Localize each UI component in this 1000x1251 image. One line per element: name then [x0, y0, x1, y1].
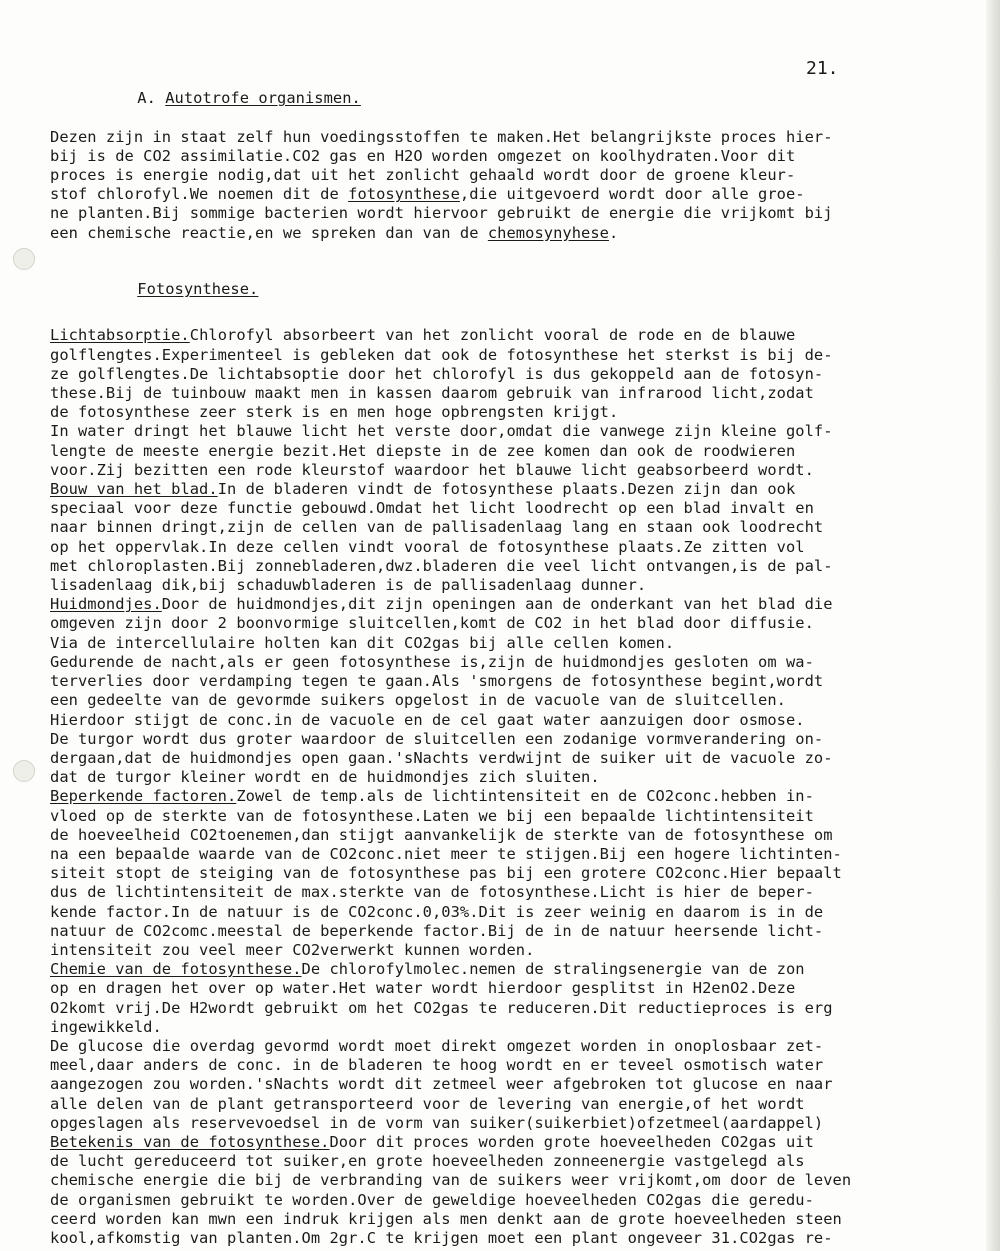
text-line: ingewikkeld. [50, 1017, 162, 1036]
key-term: chemosynyhese [487, 223, 609, 242]
text-line: De glucose die overdag gevormd wordt moet direkt omgezet worden in onoplosbaar zet- [50, 1036, 824, 1055]
text-line: ze golflengtes.De lichtabsoptie door het chlorofyl is dus gekoppeld aan de fotosyn- [50, 364, 824, 383]
text-line: Gedurende de nacht,als er geen fotosynthese is,zijn de huidmondjes gesloten om wa- [50, 652, 814, 671]
text-line: een gedeelte van de gevormde suikers opgelost in de vacuole van de sluitcellen. [50, 691, 786, 710]
document-body [50, 70, 930, 1248]
text-line: meel,daar anders de conc. in de bladeren te hoog wordt en er teveel osmotisch water [50, 1056, 824, 1075]
text-line: Betekenis van de fotosynthese.Door dit proces worden grote hoeveelheden CO2gas uit [50, 1132, 814, 1151]
text-line: these.Bij de tuinbouw maakt men in kassen daarom gebruik van infrarood licht,zodat [50, 384, 814, 403]
key-term: fotosynthese [348, 185, 460, 204]
text-line: De turgor wordt dus groter waardoor de sluitcellen een zodanige vormverandering on- [50, 729, 824, 748]
text-line: bij is de CO2 assimilatie.CO2 gas en H2O worden omgezet on koolhydraten.Voor dit [50, 146, 796, 165]
text-line: intensiteit zou veel meer CO2verwerkt kunnen worden. [50, 940, 535, 959]
section-heading: Chemie van de fotosynthese. [50, 960, 302, 979]
section-title-text: A. Autotrofe organismen. [137, 89, 361, 108]
section-heading: Betekenis van de fotosynthese. [50, 1132, 330, 1151]
main-text [50, 326, 930, 1248]
subtitle-text: Fotosynthese. [137, 280, 259, 299]
text-line: op het oppervlak.In deze cellen vindt vooral de fotosynthese plaats.Ze zitten vol [50, 537, 805, 556]
paper-edge-shadow [986, 0, 1000, 1251]
text-line: voor.Zij bezitten een rode kleurstof waardoor het blauwe licht geabsorbeerd wordt. [50, 460, 814, 479]
text-line: Dezen zijn in staat zelf hun voedingsstoffen te maken.Het belangrijkste proces hier- [50, 127, 833, 146]
text-line: stof chlorofyl.We noemen dit de fotosynthese,die uitgevoerd wordt door alle groe- [50, 185, 805, 204]
text-line: Hierdoor stijgt de conc.in de vacuole en de cel gaat water aanzuigen door osmose. [50, 710, 805, 729]
text-line: kende factor.In de natuur is de CO2conc.0,03%.Dit is zeer weinig en daarom is in de [50, 902, 824, 921]
punch-hole-bottom [13, 760, 35, 782]
section-heading: Huidmondjes. [50, 595, 162, 614]
text-line: Bouw van het blad.In de bladeren vindt de fotosynthese plaats.Dezen zijn dan ook [50, 480, 796, 499]
text-line: O2komt vrij.De H2wordt gebruikt om het CO2gas te reduceren.Dit reductieproces is erg [50, 998, 833, 1017]
text-line: alle delen van de plant getransporteerd voor de levering van energie,of het wordt [50, 1094, 805, 1113]
text-line: lisadenlaag dik,bij schaduwbladeren is de pallisadenlaag dunner. [50, 576, 647, 595]
intro-paragraph [50, 128, 930, 243]
page-number: 21. [806, 58, 839, 79]
text-line: naar binnen dringt,zijn de cellen van de pallisadenlaag lang en staan ook loodrecht [50, 518, 824, 537]
text-line: de fotosynthese zeer sterk is en men hoge opbrengsten krijgt. [50, 403, 619, 422]
text-line: omgeven zijn door 2 boonvormige sluitcellen,komt de CO2 in het blad door diffusie. [50, 614, 814, 633]
text-line: golflengtes.Experimenteel is gebleken dat ook de fotosynthese het sterkst is bij de- [50, 345, 833, 364]
text-line: proces is energie nodig,dat uit het zonlicht gehaald wordt door de groene kleur- [50, 166, 796, 185]
text-line: ceerd worden kan mwn een indruk krijgen als men denkt aan de grote hoeveelheden steen [50, 1209, 842, 1228]
text-line: met chloroplasten.Bij zonnebladeren,dwz.bladeren die veel licht ontvangen,is de pal- [50, 556, 833, 575]
text-line: een chemische reactie,en we spreken dan van de chemosynyhese. [50, 223, 619, 242]
section-title [50, 70, 930, 128]
text-line: de hoeveelheid CO2toenemen,dan stijgt aanvankelijk de sterkte van de fotosynthese om [50, 825, 833, 844]
text-line: Chemie van de fotosynthese.De chlorofylmolec.nemen de stralingsenergie van de zon [50, 960, 805, 979]
text-line: na een bepaalde waarde van de CO2conc.niet meer te stijgen.Bij een hogere lichtinten- [50, 844, 842, 863]
text-line: Beperkende factoren.Zowel de temp.als de lichtintensiteit en de CO2conc.hebben in- [50, 787, 814, 806]
text-line: aangezogen zou worden.'sNachts wordt dit zetmeel weer afgebroken tot glucose en naar [50, 1075, 833, 1094]
text-line: kool,afkomstig van planten.Om 2gr.C te krijgen moet een plant ongeveer 31.CO2gas re- [50, 1228, 833, 1247]
text-line: chemische energie die bij de verbranding van de suikers weer vrijkomt,om door de leven [50, 1171, 852, 1190]
text-line: Lichtabsorptie.Chlorofyl absorbeert van het zonlicht vooral de rode en de blauwe [50, 326, 796, 345]
subtitle [50, 261, 930, 319]
text-line: Via de intercellulaire holten kan dit CO2gas bij alle cellen komen. [50, 633, 675, 652]
text-line: vloed op de sterkte van de fotosynthese.Laten we bij een bepaalde lichtintensiteit [50, 806, 814, 825]
text-line: de organismen gebruikt te worden.Over de geweldige hoeveelheden CO2gas die geredu- [50, 1190, 814, 1209]
section-heading: Lichtabsorptie. [50, 326, 190, 345]
punch-hole-top [13, 248, 35, 270]
text-line: ne planten.Bij sommige bacterien wordt hiervoor gebruikt de energie die vrijkomt bij [50, 204, 833, 223]
text-line: dat de turgor kleiner wordt en de huidmondjes zich sluiten. [50, 768, 600, 787]
section-heading: Beperkende factoren. [50, 787, 237, 806]
text-line: In water dringt het blauwe licht het verste door,omdat die vanwege zijn kleine golf- [50, 422, 833, 441]
text-line: op en dragen het over op water.Het water wordt hierdoor gesplitst in H2enO2.Deze [50, 979, 796, 998]
text-line: natuur de CO2comc.meestal de beperkende factor.Bij de in de natuur heersende licht- [50, 921, 824, 940]
text-line: speciaal voor deze functie gebouwd.Omdat het licht loodrecht op een blad invalt en [50, 499, 814, 518]
text-line: dus de lichtintensiteit de max.sterkte van de fotosynthese.Licht is hier de beper- [50, 883, 814, 902]
section-heading: Bouw van het blad. [50, 480, 218, 499]
text-line: terverlies door verdamping tegen te gaan.Als 'smorgens de fotosynthese begint,wordt [50, 672, 824, 691]
text-line: lengte de meeste energie bezit.Het diepste in de zee komen dan ook de roodwieren [50, 441, 796, 460]
text-line: opgeslagen als reservevoedsel in de vorm van suiker(suikerbiet)ofzetmeel(aardappel) [50, 1113, 824, 1132]
text-line: dergaan,dat de huidmondjes open gaan.'sNachts verdwijnt de suiker uit de vacuole zo- [50, 748, 833, 767]
text-line: de lucht gereduceerd tot suiker,en grote hoeveelheden zonneenergie vastgelegd als [50, 1152, 805, 1171]
text-line: Huidmondjes.Door de huidmondjes,dit zijn openingen aan de onderkant van het blad die [50, 595, 833, 614]
text-line: siteit stopt de steiging van de fotosynthese pas bij een grotere CO2conc.Hier bepaalt [50, 864, 842, 883]
